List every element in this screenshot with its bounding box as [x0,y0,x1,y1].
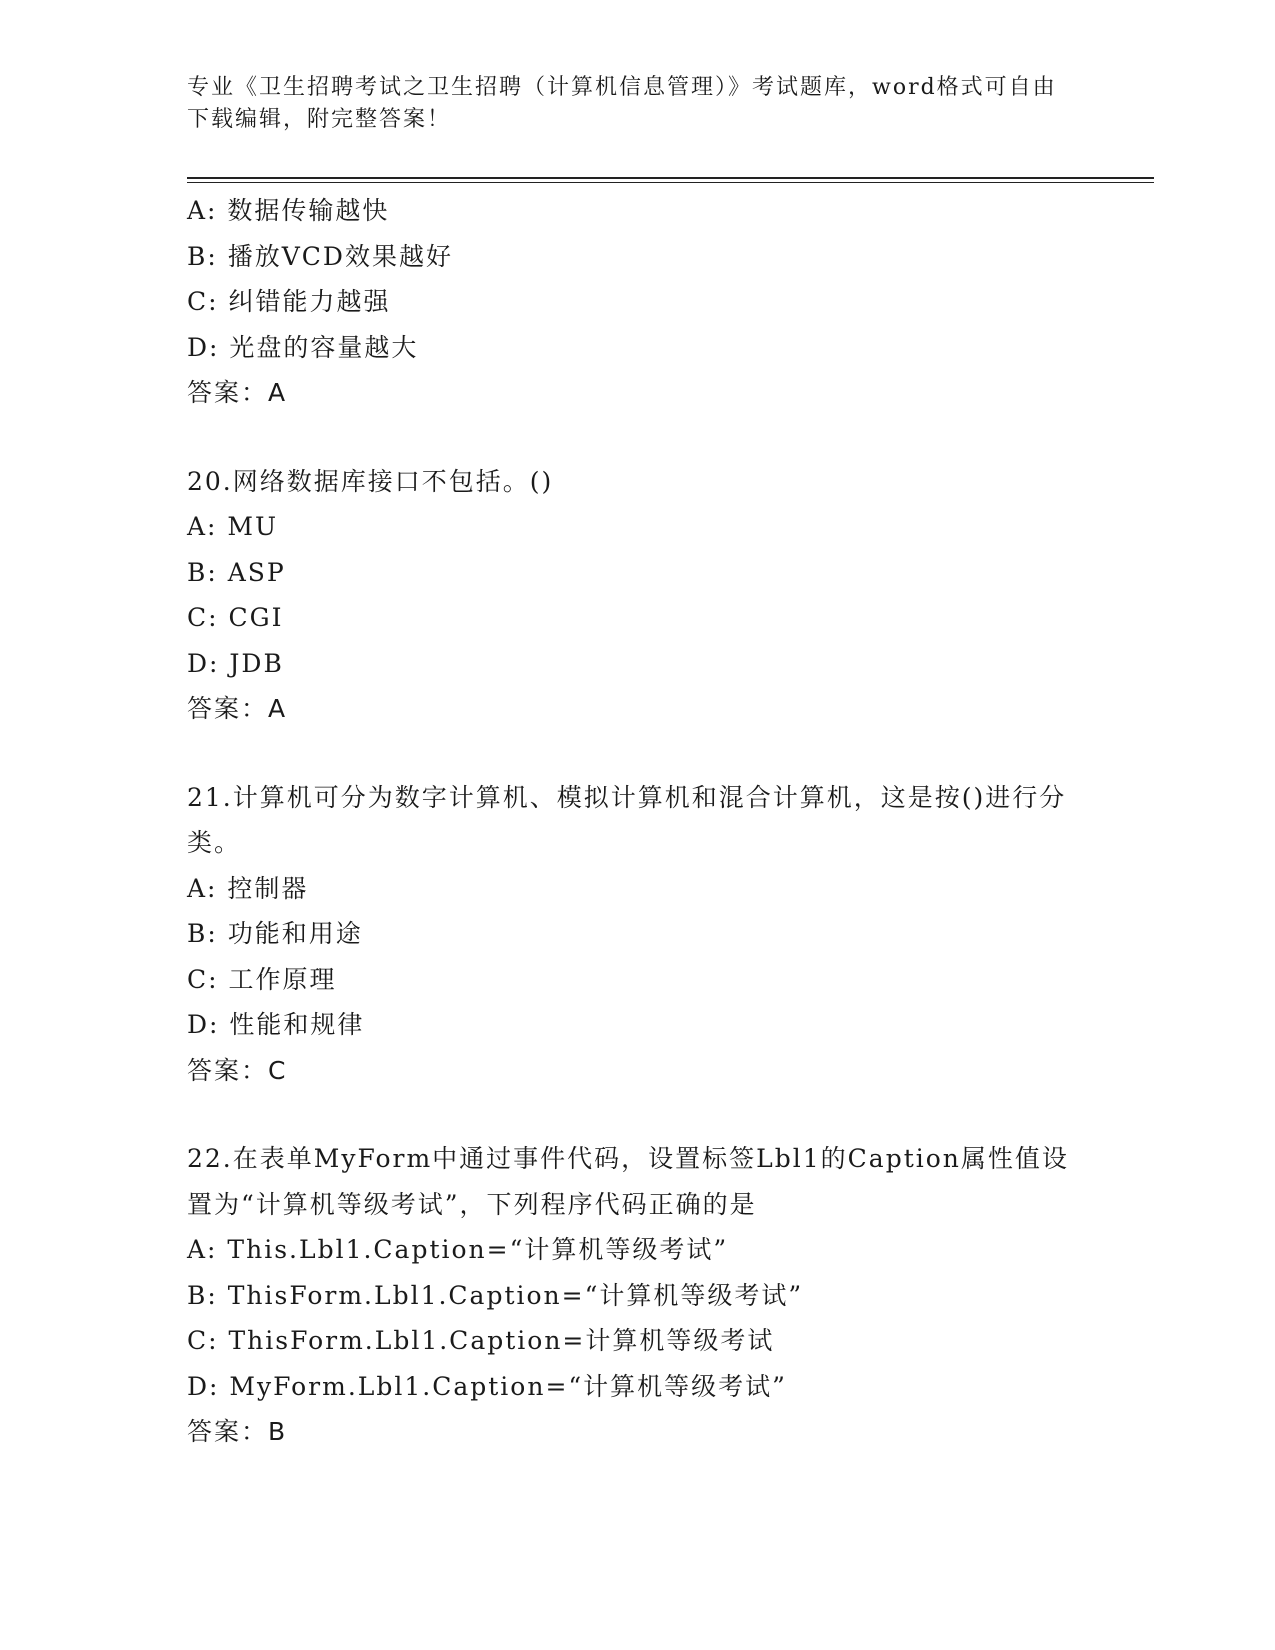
option-d: D: JDB [187,648,284,678]
option-d: D: MyForm.Lbl1.Caption=“计算机等级考试” [187,1371,787,1401]
answer-line: 答案：A [187,694,288,723]
header-divider-thin [187,182,1154,183]
question-list [187,188,1087,1455]
header-divider-thick [187,177,1154,179]
question-text: 22.在表单MyForm中通过事件代码，设置标签Lbl1的Caption属性值设置为“计算机等级考试”，下列程序代码正确的是 [187,1144,1069,1219]
option-a: A: 控制器 [187,873,309,903]
answer-line: 答案：A [187,378,288,407]
option-b: B: 播放VCD效果越好 [187,241,453,271]
option-d: D: 光盘的容量越大 [187,332,419,362]
document-header: 专业《卫生招聘考试之卫生招聘（计算机信息管理）》考试题库，word格式可自由下载编辑，附完整答案！ [187,75,1057,132]
option-c: C: CGI [187,603,284,632]
answer-line: 答案：B [187,1417,288,1446]
option-a: A: MU [187,512,279,541]
question-block-21 [187,775,1087,1094]
option-c: C: ThisForm.Lbl1.Caption=计算机等级考试 [187,1326,775,1355]
question-block-19 [187,188,1087,416]
option-b: B: 功能和用途 [187,919,363,948]
option-a: A: 数据传输越快 [187,196,390,225]
question-block-22 [187,1136,1087,1455]
option-d: D: 性能和规律 [187,1010,365,1039]
question-text: 20.网络数据库接口不包括。() [187,466,554,496]
option-c: C: 工作原理 [187,964,337,994]
answer-line: 答案：C [187,1055,288,1085]
option-b: B: ThisForm.Lbl1.Caption=“计算机等级考试” [187,1280,804,1310]
option-c: C: 纠错能力越强 [187,287,391,316]
question-block-20 [187,459,1087,732]
question-text: 21.计算机可分为数字计算机、模拟计算机和混合计算机，这是按()进行分类。 [187,782,1067,857]
option-a: A: This.Lbl1.Caption=“计算机等级考试” [187,1235,729,1264]
option-b: B: ASP [187,557,286,587]
